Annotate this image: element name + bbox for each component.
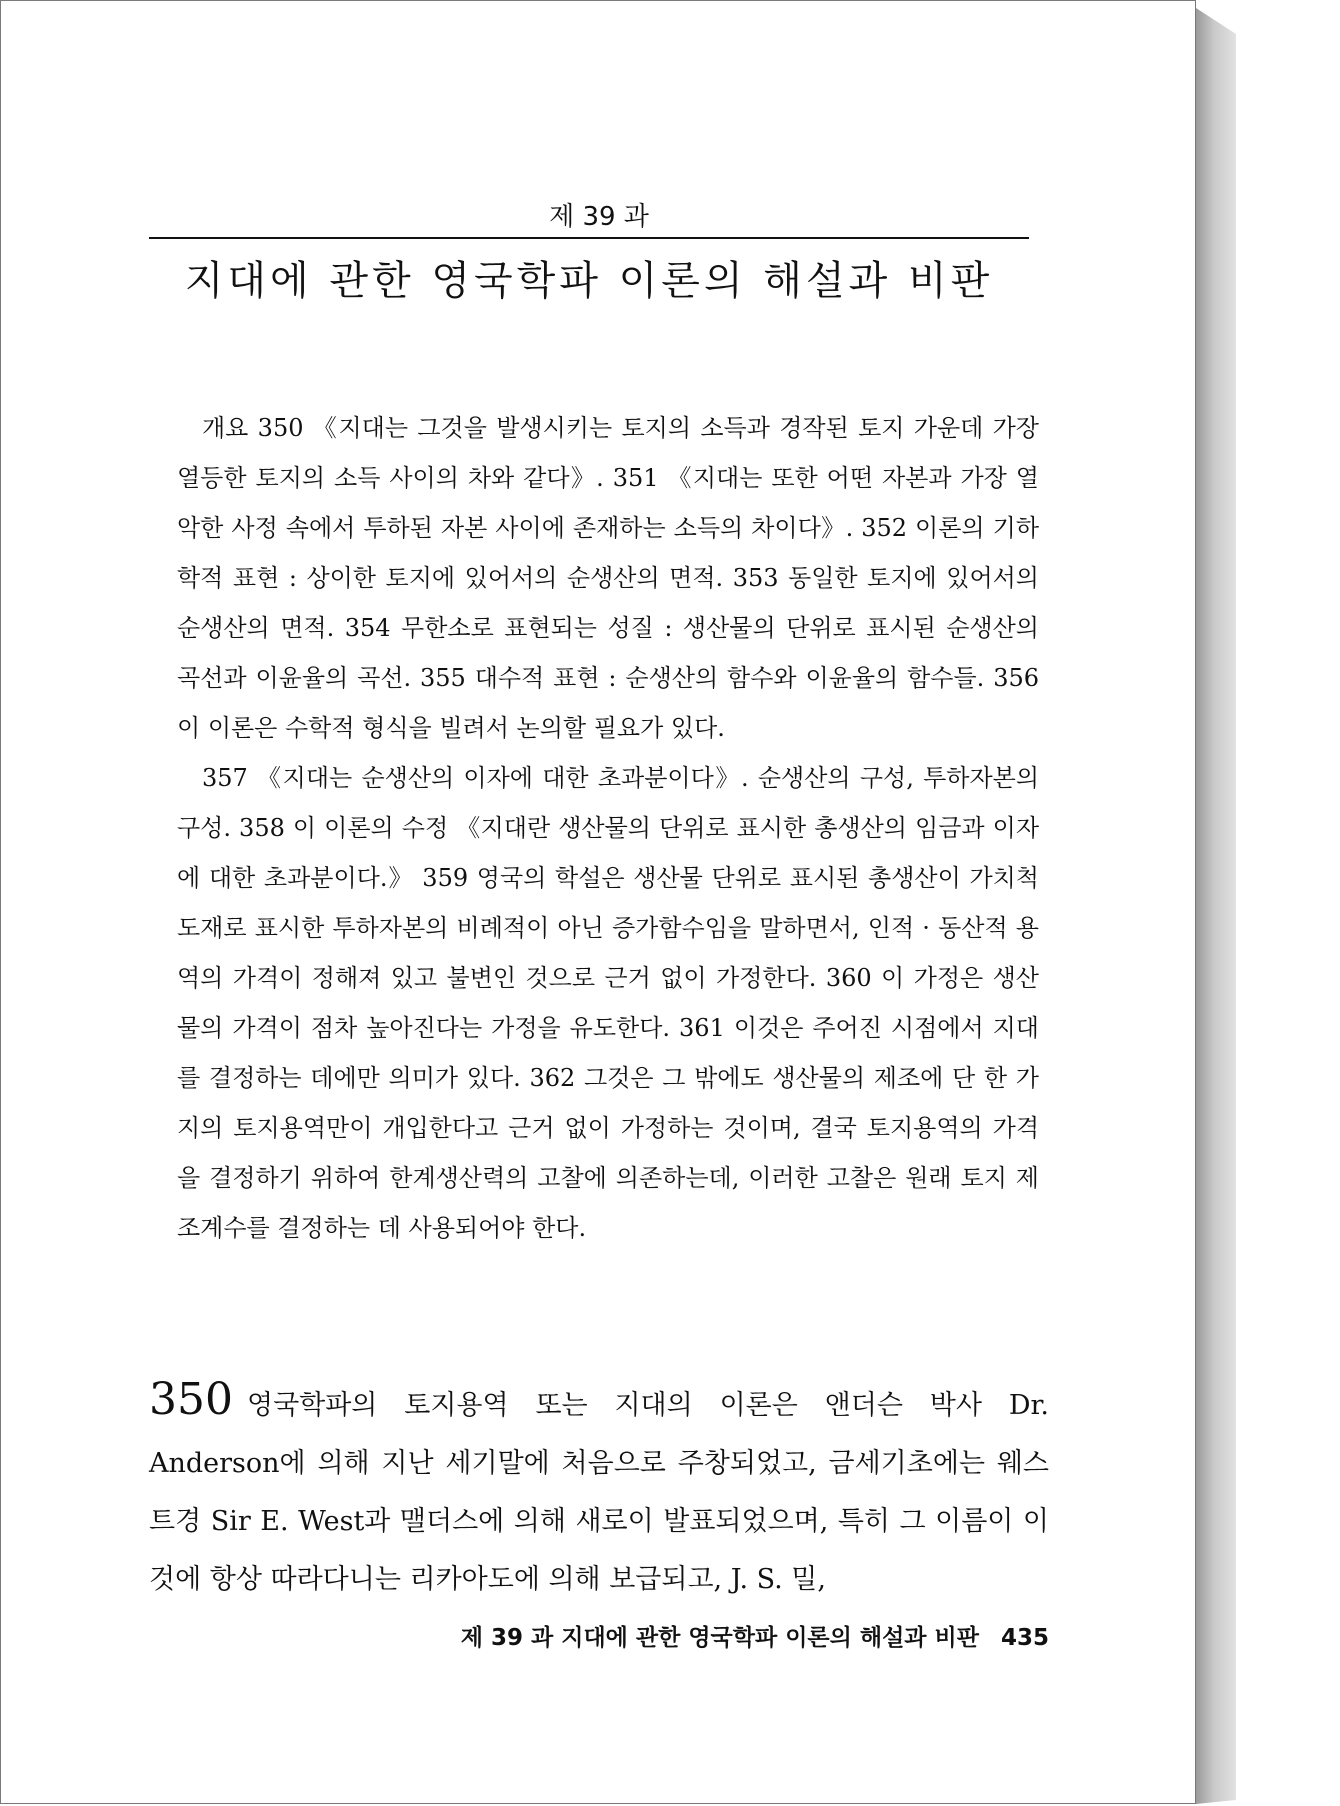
body-paragraph-text: 영국학파의 토지용역 또는 지대의 이론은 앤더슨 박사 Dr. Anderson에 의해 지난 세기말에 처음으로 주창되었고, 금세기초에는 웨스트경 Sir E. West과 맬더스에 의해 새로이 발표되었으며, 특히 그 이름이 이것에 항상 따라다니는 리카아도에 의해 보급되고, J. S. 밀, [149,1390,1049,1595]
title-rule [149,237,1029,239]
lesson-number: 제 39 과 [549,202,649,232]
body-paragraph [149,1371,1049,1609]
paragraph-number: 350 [149,1374,233,1425]
page-stack-edge [1196,8,1236,1804]
summary-block [177,403,1039,1253]
summary-paragraph: 357 《지대는 순생산의 이자에 대한 초과분이다》. 순생산의 구성, 투하자본의 구성. 358 이 이론의 수정 《지대란 생산물의 단위로 표시한 총생산의 임금과 이자에 대한 초과분이다.》 359 영국의 학설은 생산물 단위로 표시된 총생산이 가치척도재로 표시한 투하자본의 비례적이 아닌 증가함수임을 말하면서, 인적 · 동산적 용역의 가격이 정해져 있고 불변인 것으로 근거 없이 가정한다. 360 이 가정은 생산물의 가격이 점차 높아진다는 가정을 유도한다. 361 이것은 주어진 시점에서 지대를 결정하는 데에만 의미가 있다. 362 그것은 그 밖에도 생산물의 제조에 단 한 가지의 토지용역만이 개입한다고 근거 없이 가정하는 것이며, 결국 토지용역의 가격을 결정하기 위하여 한계생산력의 고찰에 의존하는데, 이러한 고찰은 원래 토지 제조계수를 결정하는 데 사용되어야 한다. [177,764,1039,1242]
summary-paragraph: 개요 350 《지대는 그것을 발생시키는 토지의 소득과 경작된 토지 가운데 가장 열등한 토지의 소득 사이의 차와 같다》. 351 《지대는 또한 어떤 자본과 가장 열악한 사정 속에서 투하된 자본 사이에 존재하는 소득의 차이다》. 352 이론의 기하학적 표현 : 상이한 토지에 있어서의 순생산의 면적. 353 동일한 토지에 있어서의 순생산의 면적. 354 무한소로 표현되는 성질 : 생산물의 단위로 표시된 순생산의 곡선과 이윤율의 곡선. 355 대수적 표현 : 순생산의 함수와 이윤율의 함수들. 356 이 이론은 수학적 형식을 빌려서 논의할 필요가 있다. [177,414,1039,742]
running-footer [149,1619,1049,1652]
running-head: 제 39 과 지대에 관한 영국학파 이론의 해설과 비판 [460,1625,979,1651]
page-number: 435 [1000,1625,1049,1651]
body-text [149,1371,1049,1609]
chapter-title: 지대에 관한 영국학파 이론의 해설과 비판 [184,258,994,304]
